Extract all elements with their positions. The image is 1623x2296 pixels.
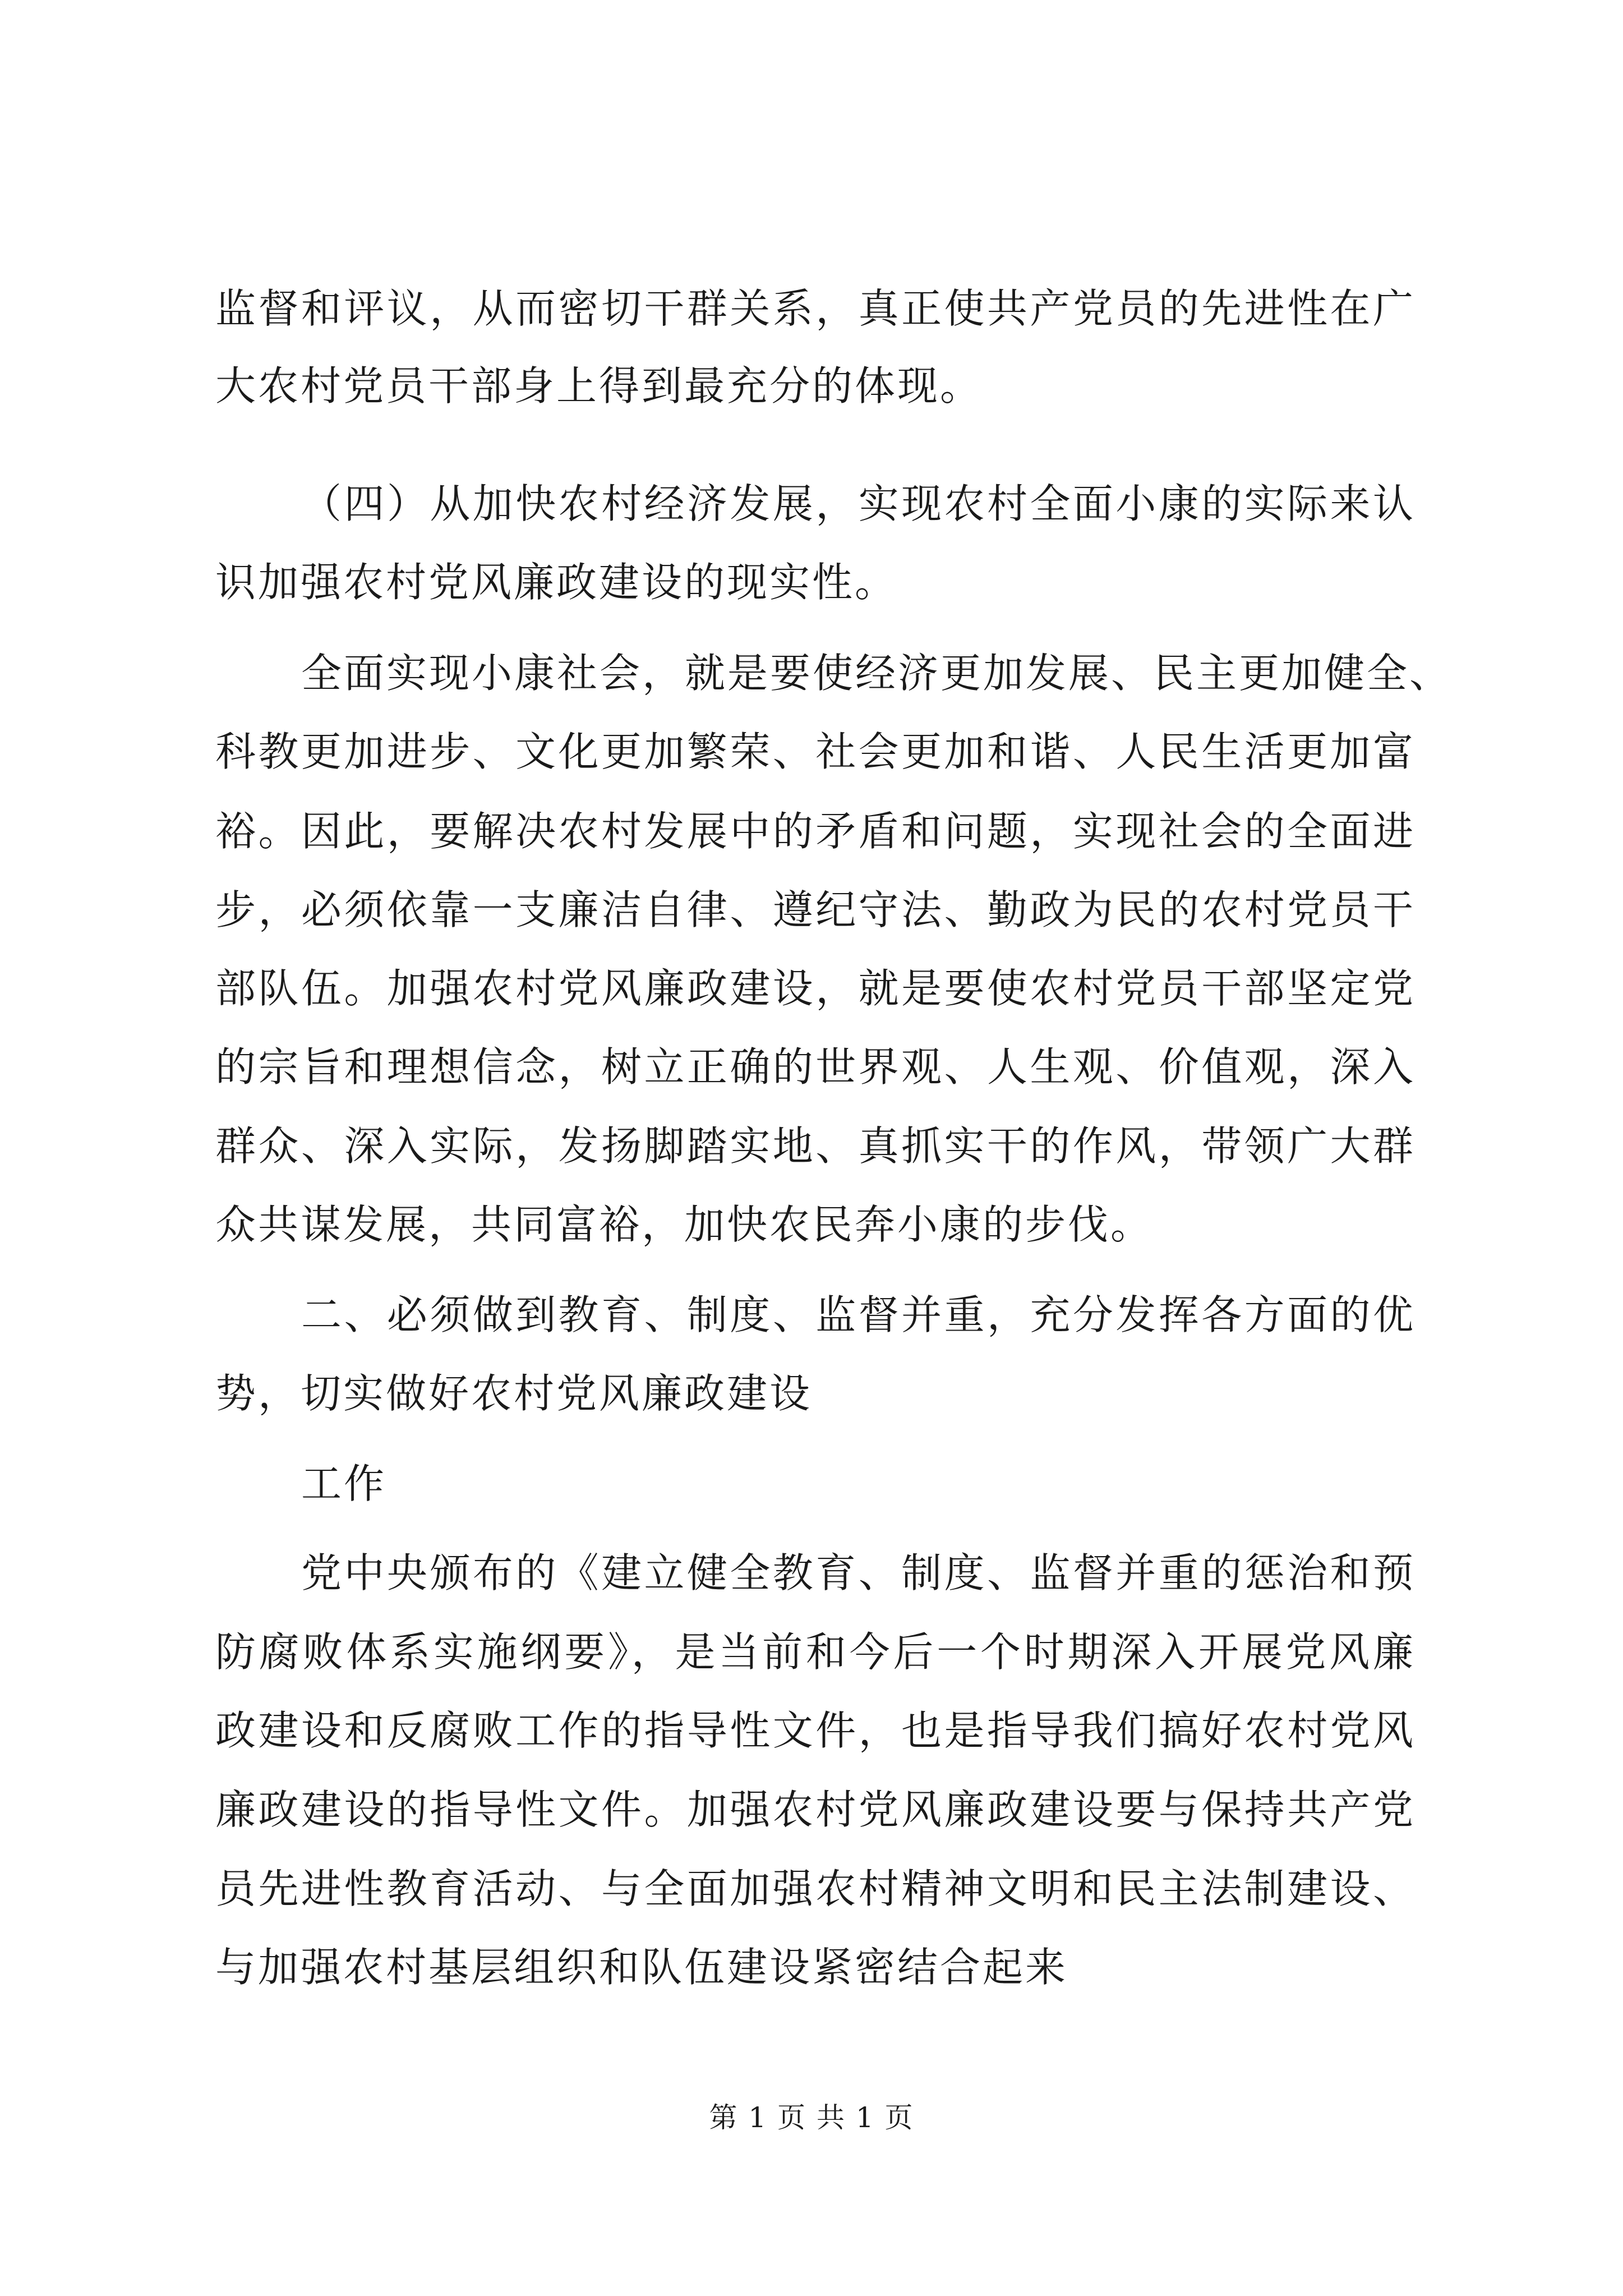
body-text-line: （四）从加快农村经济发展，实现农村全面小康的实际来认 — [301, 480, 1415, 527]
page-number-footer: 第 1 页 共 1 页 — [709, 2101, 914, 2134]
body-text-line: 党中央颁布的《建立健全教育、制度、监督并重的惩治和预 — [301, 1549, 1415, 1596]
body-text-line: 全面实现小康社会，就是要使经济更加发展、民主更加健全、 — [301, 650, 1453, 697]
section-heading-line: 二、必须做到教育、制度、监督并重，充分发挥各方面的优 — [301, 1291, 1415, 1338]
body-text-line: 廉政建设的指导性文件。加强农村党风廉政建设要与保持共产党 — [215, 1786, 1415, 1833]
body-text-line: 步，必须依靠一支廉洁自律、遵纪守法、勤政为民的农村党员干 — [215, 886, 1415, 933]
body-text-line: 监督和评议，从而密切干群关系，真正使共产党员的先进性在广 — [215, 285, 1415, 332]
body-text-line: 政建设和反腐败工作的指导性文件，也是指导我们搞好农村党风 — [215, 1707, 1415, 1754]
section-heading-line: 势，切实做好农村党风廉政建设 — [215, 1370, 813, 1417]
body-text-line: 识加强农村党风廉政建设的现实性。 — [215, 559, 898, 606]
body-text-line: 的宗旨和理想信念，树立正确的世界观、人生观、价值观，深入 — [215, 1043, 1415, 1091]
body-text-line: 大农村党员干部身上得到最充分的体现。 — [215, 362, 983, 409]
body-text-line: 与加强农村基层组织和队伍建设紧密结合起来 — [215, 1944, 1068, 1991]
body-text-line: 众共谋发展，共同富裕，加快农民奔小康的步伐。 — [215, 1201, 1154, 1248]
body-text-line: 科教更加进步、文化更加繁荣、社会更加和谐、人民生活更加富 — [215, 728, 1415, 775]
body-text-line: 部队伍。加强农村党风廉政建设，就是要使农村党员干部坚定党 — [215, 965, 1415, 1012]
body-text-line: 工作 — [301, 1460, 387, 1507]
body-text-line: 防腐败体系实施纲要》，是当前和今后一个时期深入开展党风廉 — [215, 1628, 1415, 1676]
body-text-line: 群众、深入实际，发扬脚踏实地、真抓实干的作风，带领广大群 — [215, 1122, 1415, 1170]
body-text-line: 员先进性教育活动、与全面加强农村精神文明和民主法制建设、 — [215, 1865, 1415, 1912]
body-text-line: 裕。因此，要解决农村发展中的矛盾和问题，实现社会的全面进 — [215, 808, 1415, 855]
